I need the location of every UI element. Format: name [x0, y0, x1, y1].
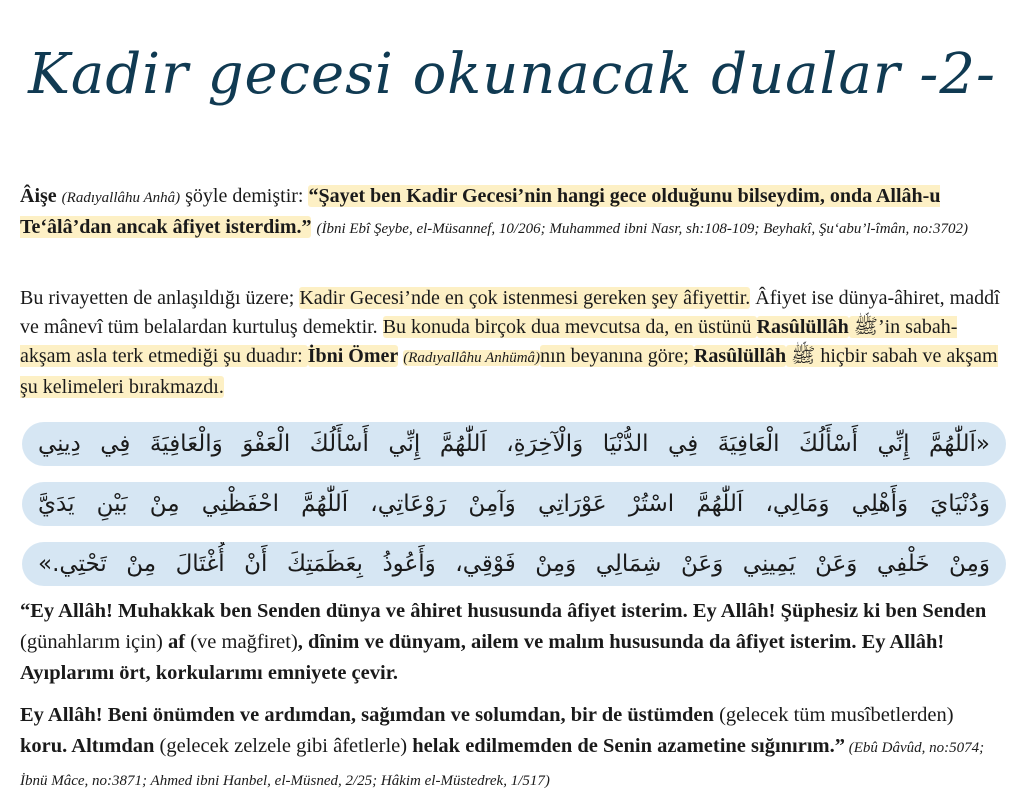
narrator-honorific: (Radıyallâhu Anhümâ): [403, 350, 541, 366]
text-segment: Bu rivayetten de anlaşıldığı üzere;: [20, 287, 300, 309]
highlighted-quote: “Şayet ben Kadir Gecesi’nin hangi gece olduğunu bilseydim, onda Allâh-u Te‘âlâ’dan ancak âfiyet isterdim.”: [20, 185, 941, 238]
arabic-prayer-block: [22, 422, 1006, 584]
paragraph-explanation: [20, 284, 1004, 402]
translation-text: helak edilmemden de Senin azametine sığınırım.”: [412, 735, 845, 757]
paragraph-aise-quote: [20, 182, 1004, 244]
highlighted-text: nın beyanına göre;: [540, 345, 694, 367]
paragraph-translation-2: [20, 700, 1004, 797]
narrator-honorific: (Radıyallâhu Anhâ): [61, 190, 181, 206]
highlighted-text: Bu konuda birçok dua mevcutsa da, en üstünü: [382, 316, 757, 338]
highlighted-text: ﷺ hiçbir sabah ve akşam şu kelimeleri bırakmazdı.: [20, 345, 998, 398]
highlighted-text: ﷺ’in sabah-akşam asla terk etmediği şu duadır:: [20, 316, 958, 367]
parenthetical-text: (gelecek zelzele gibi âfetlerle): [154, 735, 413, 757]
arabic-line: وَمِنْ خَلْفِي وَعَنْ يَمِينِي وَعَنْ شِمَالِي وَمِنْ فَوْقِي، وَأَعُوذُ بِعَظَمَتِكَ أَنْ أُغْتَالَ مِنْ تَحْتِي.»: [22, 542, 1006, 586]
source-reference: (Ebû Dâvûd, no:5074; İbnü Mâce, no:3871; Ahmed ibni Hanbel, el-Müsned, 2/25; Hâkim el-Müstedrek, 1/517): [20, 740, 985, 789]
page-title: Kadir gecesi okunacak dualar -2-: [28, 42, 996, 107]
prophet-name: Rasûlüllâh: [756, 316, 849, 338]
translation-text: , dînim ve dünyam, ailem ve malım hususunda da âfiyet isterim. Ey Allâh! Ayıplarımı ört, korkularımı emniyete çevir.: [20, 631, 945, 684]
arabic-line: وَدُنْيَايَ وَأَهْلِي وَمَالِي، اَللّٰهُمَّ اسْتُرْ عَوْرَاتِي وَآمِنْ رَوْعَاتِي، اَللّٰهُمَّ احْفَظْنِي مِنْ بَيْنِ يَدَيَّ: [22, 482, 1006, 526]
arabic-line: «اَللّٰهُمَّ إِنِّي أَسْأَلُكَ الْعَافِيَةَ فِي الدُّنْيَا وَالْآخِرَةِ، اَللّٰهُمَّ إِنِّي أَسْأَلُكَ الْعَفْوَ وَالْعَافِيَةَ فِي دِينِي: [22, 422, 1006, 466]
translation-text: “Ey Allâh! Muhakkak ben Senden dünya ve âhiret hususunda âfiyet isterim. Ey Allâh! Şüphesiz ki ben Senden: [20, 600, 987, 622]
translation-text: af: [168, 631, 186, 653]
translation-text: Ey Allâh! Beni önümden ve ardımdan, sağımdan ve solumdan, bir de üstümden: [20, 704, 714, 726]
paragraph-translation-1: [20, 596, 1004, 689]
translation-text: koru. Altımdan: [20, 735, 155, 757]
text-segment: Âfiyet ise dünya-âhiret, maddî ve mânevî tüm belalardan kurtuluş demektir.: [20, 287, 1000, 338]
parenthetical-text: (gelecek tüm musîbetlerden): [713, 704, 954, 726]
highlighted-text: Kadir Gecesi’nde en çok istenmesi gereken şey âfiyettir.: [299, 287, 751, 309]
parenthetical-text: (ve mağfiret): [185, 631, 298, 653]
source-reference: (İbni Ebî Şeybe, el-Müsannef, 10/206; Muhammed ibni Nasr, sh:108-109; Beyhakî, Şu‘abu’l-îmân, no:3702): [316, 221, 969, 237]
narrator-name: Âişe: [20, 185, 57, 207]
parenthetical-text: (günahlarım için): [20, 631, 169, 653]
narrator-name: İbni Ömer: [307, 345, 399, 367]
intro-text: şöyle demiştir:: [180, 185, 309, 207]
prophet-name: Rasûlüllâh: [693, 345, 787, 367]
